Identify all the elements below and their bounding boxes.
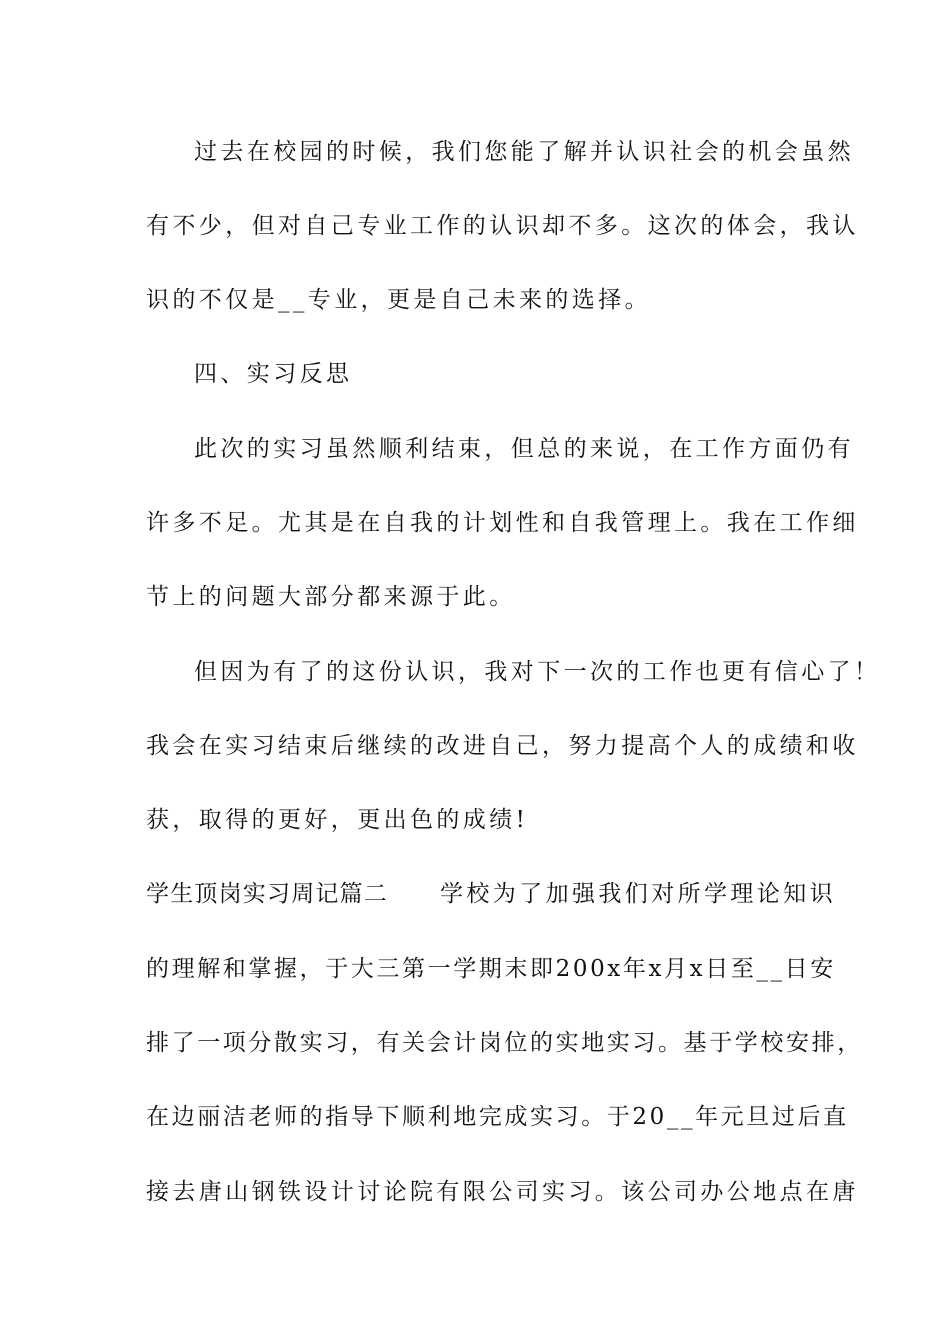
paragraph-line: 有不少，但对自己专业工作的认识却不多。这次的体会，我认 xyxy=(146,213,859,239)
article-first-sentence: 学校为了加强我们对所学理论知识 xyxy=(440,881,836,907)
section-heading: 四、实习反思 xyxy=(194,361,353,387)
paragraph-line: 识的不仅是__专业，更是自己未来的选择。 xyxy=(146,287,651,313)
paragraph-line: 此次的实习虽然顺利结束，但总的来说，在工作方面仍有 xyxy=(194,436,854,462)
paragraph-line: 接去唐山钢铁设计讨论院有限公司实习。该公司办公地点在唐 xyxy=(146,1179,859,1205)
article-title: 学生顶岗实习周记篇二 xyxy=(146,881,388,907)
paragraph-line: 在边丽洁老师的指导下顺利地完成实习。于20__年元旦过后直 xyxy=(146,1104,849,1130)
paragraph-line: 我会在实习结束后继续的改进自己，努力提高个人的成绩和收 xyxy=(146,733,859,759)
paragraph-line: 过去在校园的时候，我们您能了解并认识社会的机会虽然 xyxy=(194,139,854,165)
paragraph-line: 节上的问题大部分都来源于此。 xyxy=(146,584,516,610)
paragraph-line: 但因为有了的这份认识，我对下一次的工作也更有信心了！ xyxy=(194,659,881,685)
paragraph-line: 的理解和掌握，于大三第一学期末即200x年x月x日至__日安 xyxy=(146,956,836,982)
paragraph-line: 排了一项分散实习，有关会计岗位的实地实习。基于学校安排， xyxy=(146,1030,863,1056)
article-title-line xyxy=(146,874,836,914)
paragraph-line: 许多不足。尤其是在自我的计划性和自我管理上。我在工作细 xyxy=(146,510,859,536)
paragraph-line: 获，取得的更好，更出色的成绩! xyxy=(146,807,529,833)
